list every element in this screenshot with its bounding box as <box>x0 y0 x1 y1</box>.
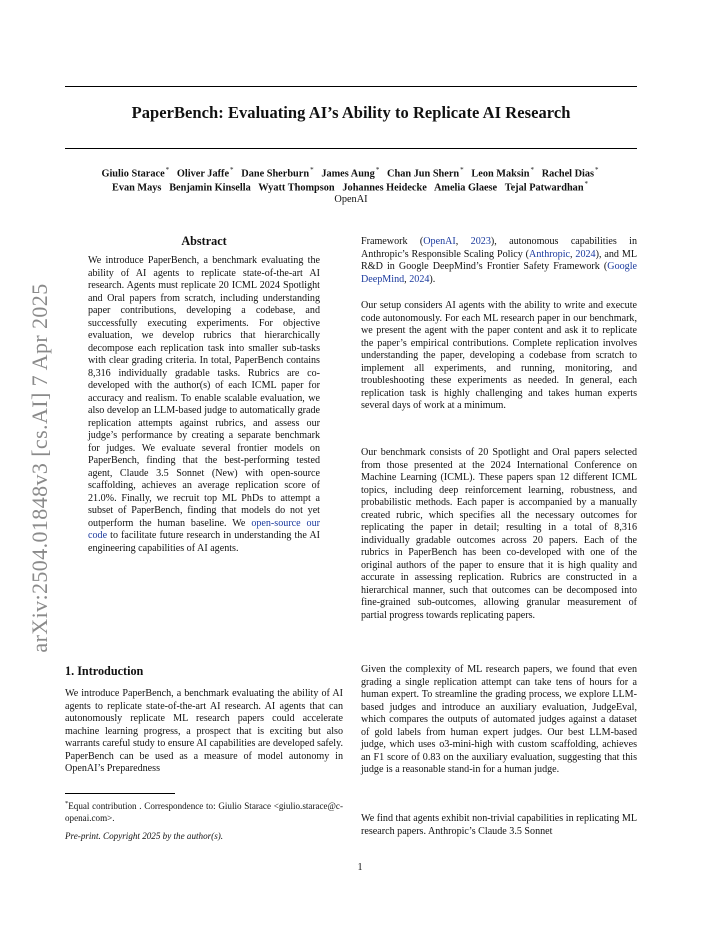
author-mark: * <box>530 166 534 174</box>
intro-paragraph: We introduce PaperBench, a benchmark evaluating the ability of AI agents to replicate state-of-the-art AI research. AI agents that can autonomously replicate ML research papers could accelerate machine learning progress, a prospect that is exciting but also warrants careful study to ensure AI capabilities are developed safely. PaperBench can be used as a measure of model autonomy in OpenAI’s Preparedness <box>65 688 343 774</box>
author-name: Chan Jun Shern <box>387 168 460 180</box>
abstract-text-part: We introduce PaperBench, a benchmark evaluating the ability of AI agents to replicate state-of-the-art AI research. Agents must replicate 20 ICML 2024 Spotlight and Oral papers from scratch, including understanding paper contributions, developing a codebase, and successfully executing experiments. For objective evaluation, we develop rubrics that hierarchically decompose each replication task into smaller sub-tasks with clear grading criteria. In total, PaperBench contains 8,316 individually gradable tasks. Rubrics are co-developed with the author(s) of each ICML paper for accuracy and realism. To enable scalable evaluation, we also develop an LLM-based judge to automatically grade replication attempts against rubrics, and assess our judge’s performance by creating a separate benchmark for judges. We evaluate several frontier models on PaperBench, finding that the best-performing tested agent, Claude 3.5 Sonnet (New) with open-source scaffolding, achieves an average replication score of 21.0%. Finally, we recruit top ML PhDs to attempt a subset of PaperBench, finding that models do not yet outperform the human baseline. We <box>88 255 320 529</box>
abstract-heading: Abstract <box>181 234 227 248</box>
right-column-paragraph: Our setup considers AI agents with the ability to write and execute code autonomously. For each ML research paper in our benchmark, we present the agent with the paper content and ask it to replicate the paper’s empirical contributions. Complete replication involves understanding the paper, developing a codebase from scratch to implement all experiments, and running, monitoring, and troubleshooting these experiments as needed. In general, each replication task is highly challenging and takes human experts several days of work at a minimum. <box>361 300 637 411</box>
citation-link[interactable]: 2023 <box>470 236 491 247</box>
author-mark: * <box>375 166 380 174</box>
text-run: ), and ML R&D in Google DeepMind’s Frontier Safety Framework ( <box>361 248 637 272</box>
text-run: , <box>455 236 471 247</box>
abstract-text-part: to facilitate future research in understanding the AI engineering capabilities of AI agents. <box>88 530 320 554</box>
author-name: Leon Maksin <box>471 168 530 180</box>
right-column-paragraph <box>361 236 637 286</box>
preprint-note: Pre-print. Copyright 2025 by the author(s). <box>65 831 224 841</box>
author-mark: * <box>230 166 234 174</box>
author-list-row-1 <box>40 166 660 179</box>
author-name: James Aung <box>321 168 375 180</box>
author-name: Rachel Dias <box>541 168 595 180</box>
text-run: ). <box>429 273 436 285</box>
author-name: Oliver Jaffe <box>176 168 230 180</box>
abstract-text <box>88 255 320 555</box>
title-bottom-rule <box>65 148 637 149</box>
title-top-rule <box>65 86 637 87</box>
arxiv-identifier-stamp: arXiv:2504.01848v3 [cs.AI] 7 Apr 2025 <box>27 283 52 653</box>
author-name: Giulio Starace <box>101 168 165 180</box>
author-name: Evan Mays <box>111 182 162 194</box>
footnote-mark: * <box>65 800 69 807</box>
page-number: 1 <box>357 862 363 873</box>
author-name: Tejal Patwardhan <box>504 182 584 194</box>
right-column-paragraph: Given the complexity of ML research papers, we found that even grading a single replication attempt can take tens of hours for a human expert. To streamline the grading process, we explore LLM-based judges and introduce an auxiliary evaluation, JudgeEval, which compares the outputs of automated judges against a dataset of gold labels from human expert judges. Our best LLM-based judge, which uses o3-mini-high with custom scaffolding, achieves an F1 score of 0.83 on the auxiliary evaluation, suggesting that this judge is a reasonable stand-in for a human judge. <box>361 664 637 775</box>
author-name: Benjamin Kinsella <box>169 182 251 194</box>
author-name: Amelia Glaese <box>433 182 498 194</box>
author-mark: * <box>460 166 464 174</box>
citation-link[interactable]: Google DeepMind <box>361 261 637 285</box>
text-run: , <box>404 273 410 285</box>
footnote <box>65 798 343 824</box>
affiliation: OpenAI <box>334 194 368 205</box>
author-mark: * <box>310 166 314 174</box>
author-mark: * <box>595 166 599 174</box>
author-name: Dane Sherburn <box>241 168 310 180</box>
author-name: Wyatt Thompson <box>258 182 335 194</box>
text-run: , <box>569 248 576 260</box>
open-source-code-link[interactable]: open-source our code <box>88 517 320 541</box>
text-run: Framework ( <box>361 236 424 247</box>
author-name: Johannes Heidecke <box>342 182 427 194</box>
citation-link[interactable]: 2024 <box>575 248 596 260</box>
author-list-row-2 <box>40 180 660 193</box>
footnote-rule <box>65 793 175 794</box>
right-column-paragraph: Our benchmark consists of 20 Spotlight and Oral papers selected from those presented at the 2024 International Conference on Machine Learning (ICML). These papers span 12 different ICML topics, including deep reinforcement learning, robustness, and probabilistic methods. Each paper is accompanied by a manually created rubric, which specifies all the necessary outcomes for replicating the paper in detail; resulting in a total of 8,316 individually gradable outcomes across 20 papers. Each of the rubrics in PaperBench has been co-developed with one of the original authors of the paper to ensure that it is high quality and accurate in assessing replication. Rubrics are constructed in a hierarchical manner, such that outcomes can be decomposed into fine-grained sub-outcomes, allowing granular measurement of partial progress towards replicating papers. <box>361 447 637 621</box>
section-heading-introduction: 1. Introduction <box>65 664 144 678</box>
citation-link[interactable]: Anthropic <box>529 248 570 260</box>
citation-link[interactable]: 2024 <box>409 273 430 285</box>
author-mark: * <box>584 180 589 188</box>
right-column-paragraph: We find that agents exhibit non-trivial capabilities in replicating ML research papers. Anthropic’s Claude 3.5 Sonnet <box>361 813 637 837</box>
author-mark: * <box>165 166 170 174</box>
footnote-text: Equal contribution . Correspondence to: Giulio Starace <giulio.starace@c-openai.com>. <box>65 801 343 823</box>
text-run: ), autonomous capabilities in Anthropic’s Responsible Scaling Policy ( <box>361 236 637 260</box>
citation-link[interactable]: OpenAI <box>423 236 456 247</box>
paper-title: PaperBench: Evaluating AI’s Ability to Replicate AI Research <box>131 103 571 122</box>
